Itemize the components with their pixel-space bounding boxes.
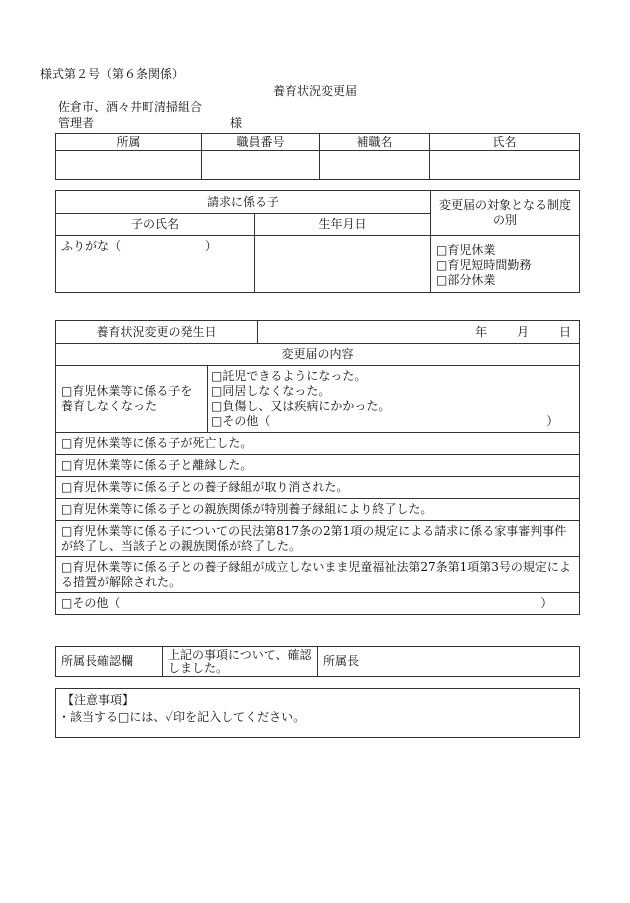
occurrence-date-label: 養育状況変更の発生日 <box>56 321 258 344</box>
child-birth-cell[interactable] <box>255 236 431 293</box>
staff-position-cell[interactable] <box>320 151 430 180</box>
child-table <box>55 190 580 293</box>
form-title: 養育状況変更届 <box>272 84 357 98</box>
honorific: 様 <box>230 116 243 130</box>
organization: 佐倉市、酒々井町清掃組合 <box>58 100 203 114</box>
staff-name-cell[interactable] <box>430 151 580 180</box>
item-dissolved-adoption[interactable]: □育児休業等に係る子と離縁した。 <box>56 455 580 477</box>
reason-not-living-together[interactable]: □同居しなくなった。 <box>211 384 331 398</box>
staff-header-name: 氏名 <box>430 134 580 151</box>
change-table <box>55 320 580 615</box>
reason-injury-illness[interactable]: □負傷し、又は疾病にかかった。 <box>211 399 391 413</box>
option-short-hours[interactable]: □育児短時間勤務 <box>436 257 532 272</box>
option-childcare-leave[interactable]: □育児休業 <box>436 242 496 257</box>
child-birth-header: 生年月日 <box>255 214 431 236</box>
item-special-adoption-ended[interactable]: □育児休業等に係る子との親族関係が特別養子縁組により終了した。 <box>56 499 580 521</box>
target-system-header <box>431 191 580 236</box>
contents-header: 変更届の内容 <box>56 344 580 366</box>
item-family-court-ended[interactable] <box>56 521 580 557</box>
reason-list <box>208 366 580 433</box>
staff-header-position: 補職名 <box>320 134 430 151</box>
no-longer-raising-label: □育児休業等に係る子を養育しなくなった <box>61 384 193 413</box>
child-name-cell[interactable] <box>56 236 255 293</box>
notes-header: 【注意事項】 <box>62 693 135 707</box>
reason-childcare-available[interactable]: □託児できるようになった。 <box>211 369 367 383</box>
confirm-statement-text: 上記の事項について、確認しました。 <box>168 647 312 675</box>
form-number: 様式第２号（第６条関係） <box>40 67 185 81</box>
staff-dept-cell[interactable] <box>56 151 202 180</box>
item-welfare-measure-text: □育児休業等に係る子との養子縁組が成立しないまま児童福祉法第27条第1項第3号の規定による措置が解除された。 <box>61 559 571 589</box>
confirm-statement <box>163 647 318 677</box>
child-section-header: 請求に係る子 <box>56 191 431 214</box>
staff-header-dept: 所属 <box>56 134 202 151</box>
item-child-died[interactable]: □育児休業等に係る子が死亡した。 <box>56 433 580 455</box>
chief-sign-cell[interactable] <box>318 647 580 677</box>
item-family-court-text: □育児休業等に係る子についての民法第817条の2第1項の規定による請求に係る家事審判事件が終了し、当該子との親族関係が終了した。 <box>61 523 567 553</box>
staff-table <box>55 133 580 180</box>
year-label: 年 <box>474 324 487 339</box>
staff-number-cell[interactable] <box>202 151 320 180</box>
notes-box <box>55 688 580 738</box>
target-options <box>431 236 580 293</box>
item-adoption-cancelled[interactable]: □育児休業等に係る子との養子縁組が取り消された。 <box>56 477 580 499</box>
notes-text: ・該当する□には、✓印を記入してください。 <box>58 710 306 724</box>
furigana-field[interactable]: ふりがな（ ） <box>61 239 218 253</box>
day-label: 日 <box>558 324 571 339</box>
chief-confirm-label: 所属長確認欄 <box>56 647 163 677</box>
chief-label: 所属長 <box>323 654 360 668</box>
item-welfare-measure-lifted[interactable] <box>56 557 580 593</box>
item-other[interactable]: □その他（ ） <box>56 593 580 615</box>
staff-header-number: 職員番号 <box>202 134 320 151</box>
option-partial-leave[interactable]: □部分休業 <box>436 272 496 287</box>
target-system-header-text: 変更届の対象となる制度の別 <box>439 198 572 227</box>
no-longer-raising-checkbox[interactable] <box>56 366 208 433</box>
child-name-header: 子の氏名 <box>56 214 255 236</box>
confirm-table <box>55 646 580 677</box>
occurrence-date-field[interactable] <box>258 321 580 344</box>
reason-other[interactable]: □その他（ ） <box>211 414 559 428</box>
manager-label: 管理者 <box>58 116 95 130</box>
month-label: 月 <box>516 324 529 339</box>
